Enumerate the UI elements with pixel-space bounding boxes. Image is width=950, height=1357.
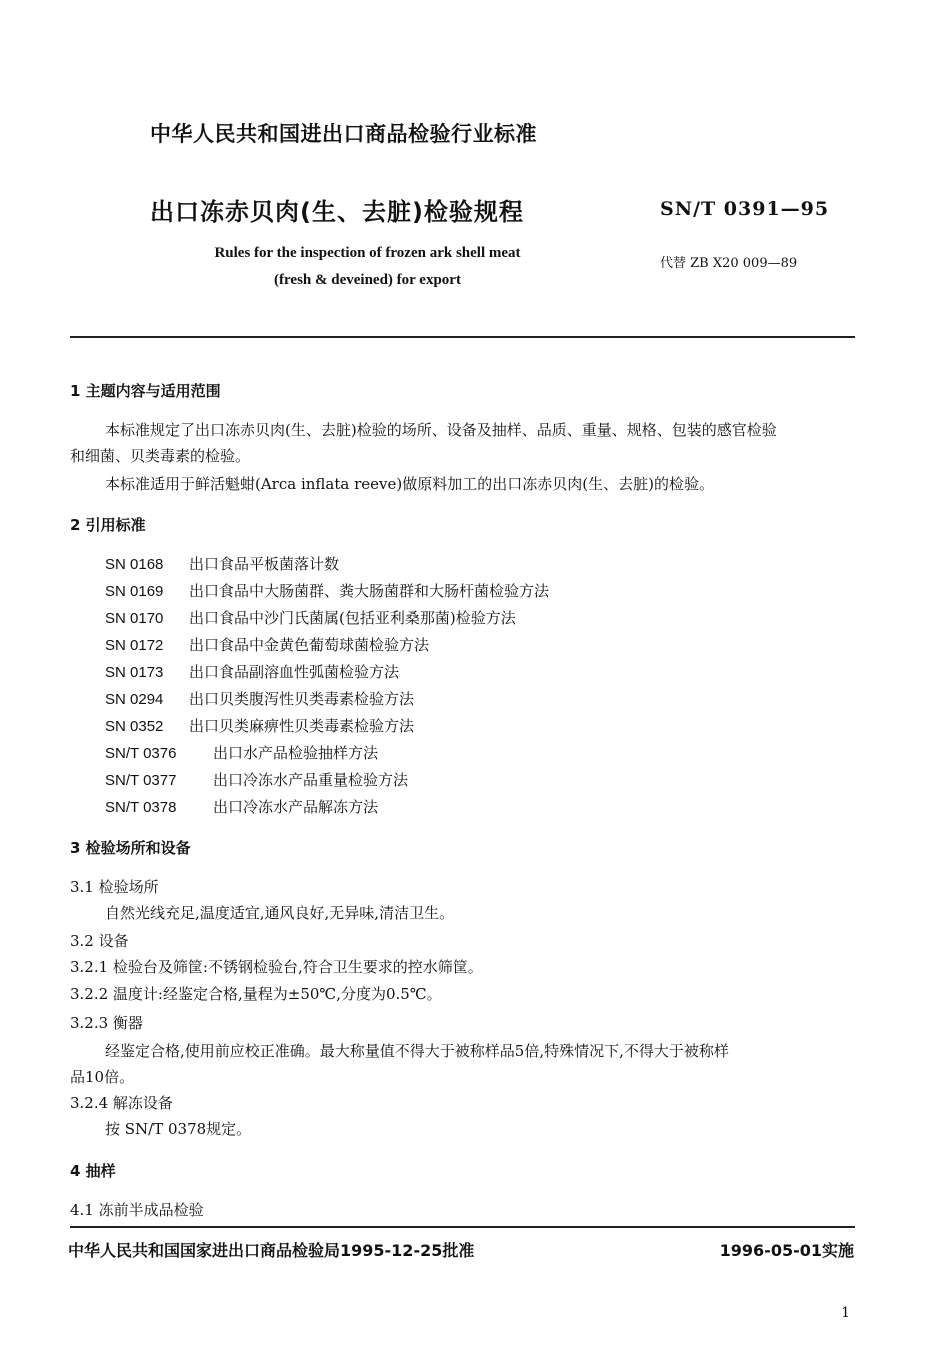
footer-rule: [70, 1226, 855, 1228]
section-3-1-heading: 3.1 检验场所: [70, 878, 159, 896]
section-1-para1-line2: 和细菌、贝类毒素的检验。: [70, 447, 251, 465]
reference-item: SN 0169 出口食品中大肠菌群、粪大肠菌群和大肠杆菌检验方法: [105, 582, 550, 600]
reference-item: SN 0294 出口贝类腹泻性贝类毒素检验方法: [105, 690, 415, 708]
section-3-2-1: 3.2.1 检验台及筛筐:不锈钢检验台,符合卫生要求的控水筛筐。: [70, 958, 483, 976]
section-3-2-3-text-line1: 经鉴定合格,使用前应校正准确。最大称量值不得大于被称样品5倍,特殊情况下,不得大于被称样: [105, 1042, 729, 1060]
title-chinese: 出口冻赤贝肉(生、去脏)检验规程: [150, 198, 524, 226]
effective-date: 1996-05-01实施: [719, 1241, 854, 1260]
reference-item: SN 0173 出口食品副溶血性弧菌检验方法: [105, 663, 400, 681]
reference-item: SN/T 0377 出口冷冻水产品重量检验方法: [105, 771, 409, 789]
reference-item: SN 0172 出口食品中金黄色葡萄球菌检验方法: [105, 636, 430, 654]
title-english-line1: Rules for the inspection of frozen ark shell meat: [214, 245, 521, 261]
title-english-line2: (fresh & deveined) for export: [274, 272, 461, 288]
section-1-para2: 本标准适用于鲜活魁蚶(Arca inflata reeve)做原料加工的出口冻赤贝肉(生、去脏)的检验。: [105, 475, 714, 493]
section-3-2-3-text-line2: 品10倍。: [70, 1068, 135, 1086]
section-3-2-4-heading: 3.2.4 解冻设备: [70, 1094, 173, 1112]
section-1-para1-line1: 本标准规定了出口冻赤贝肉(生、去脏)检验的场所、设备及抽样、品质、重量、规格、包装的感官检验: [105, 421, 777, 439]
section-3-heading: 3 检验场所和设备: [70, 839, 191, 857]
approval-date: 中华人民共和国国家进出口商品检验局1995-12-25批准: [68, 1241, 475, 1260]
header-rule: [70, 336, 855, 338]
replaces-standard: 代替 ZB X20 009—89: [660, 256, 798, 271]
section-3-2-heading: 3.2 设备: [70, 932, 129, 950]
section-3-2-4-text: 按 SN/T 0378规定。: [105, 1120, 252, 1138]
reference-item: SN 0170 出口食品中沙门氏菌属(包括亚利桑那菌)检验方法: [105, 609, 516, 627]
reference-item: SN 0352 出口贝类麻痹性贝类毒素检验方法: [105, 717, 415, 735]
section-3-2-3-heading: 3.2.3 衡器: [70, 1014, 143, 1032]
section-3-1-text: 自然光线充足,温度适宜,通风良好,无异味,清洁卫生。: [105, 904, 455, 922]
section-3-2-2: 3.2.2 温度计:经鉴定合格,量程为±50℃,分度为0.5℃。: [70, 985, 442, 1003]
section-4-heading: 4 抽样: [70, 1162, 116, 1180]
section-1-heading: 1 主题内容与适用范围: [70, 382, 221, 400]
reference-item: SN/T 0376 出口水产品检验抽样方法: [105, 744, 379, 762]
issuing-authority: 中华人民共和国进出口商品检验行业标准: [150, 122, 537, 146]
section-2-heading: 2 引用标准: [70, 516, 146, 534]
section-4-1-heading: 4.1 冻前半成品检验: [70, 1201, 204, 1219]
reference-item: SN/T 0378 出口冷冻水产品解冻方法: [105, 798, 379, 816]
reference-item: SN 0168 出口食品平板菌落计数: [105, 555, 340, 573]
page-number: 1: [841, 1305, 850, 1321]
standard-number: SN/T 0391—95: [660, 198, 830, 220]
